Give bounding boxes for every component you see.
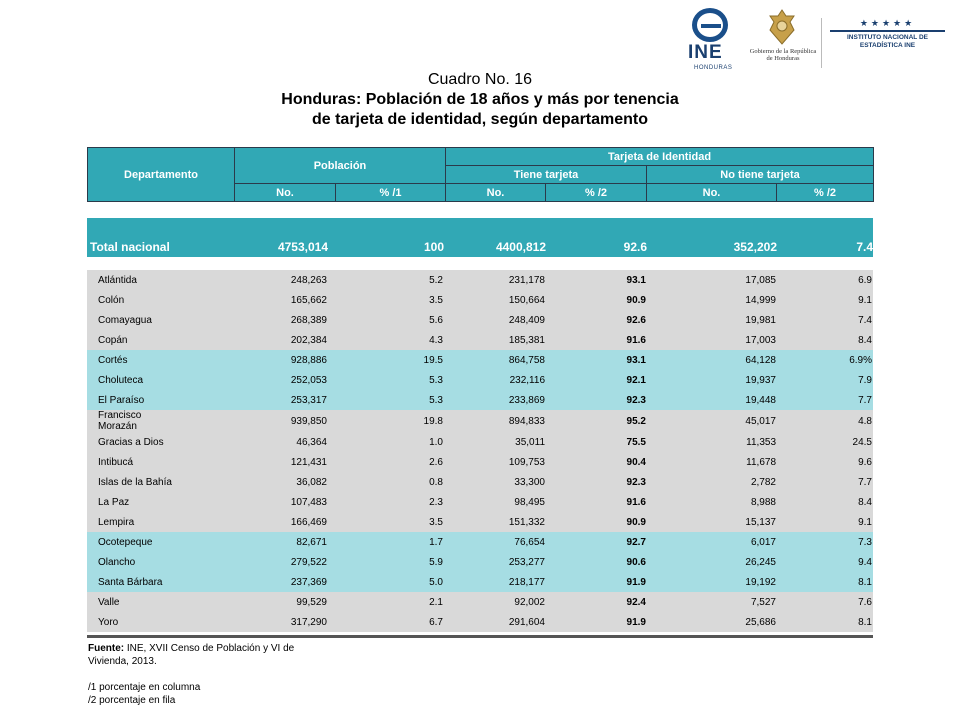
cell-tiene-pct: 91.6 — [546, 492, 647, 512]
cell-tiene-no: 35,011 — [444, 432, 546, 452]
cell-pct: 1.7 — [328, 532, 444, 552]
cell-tiene-pct: 90.4 — [546, 452, 647, 472]
cell-name: Cortés — [87, 350, 179, 370]
total-tiene-pct: 92.6 — [546, 218, 647, 257]
cell-tiene-pct: 75.5 — [546, 432, 647, 452]
cell-tiene-pct: 92.3 — [546, 390, 647, 410]
cell-notiene-no: 17,085 — [647, 270, 777, 290]
cell-pob: 82,671 — [179, 532, 328, 552]
cell-tiene-pct: 92.6 — [546, 310, 647, 330]
cell-notiene-no: 14,999 — [647, 290, 777, 310]
cell-notiene-pct: 7.9 — [777, 370, 873, 390]
ine-e-icon — [692, 8, 728, 42]
cell-pct: 5.2 — [328, 270, 444, 290]
title-line-1: Cuadro No. 16 — [427, 71, 533, 88]
cell-tiene-no: 92,002 — [444, 592, 546, 612]
cell-tiene-no: 233,869 — [444, 390, 546, 410]
cell-pct: 2.3 — [328, 492, 444, 512]
table-row — [87, 432, 873, 452]
cell-pob: 166,469 — [179, 512, 328, 532]
total-name: Total nacional — [87, 218, 179, 257]
cell-notiene-pct: 9.6 — [777, 452, 873, 472]
cell-notiene-no: 7,527 — [647, 592, 777, 612]
table-bottom-border — [87, 635, 873, 638]
total-tiene-no: 4400,812 — [444, 218, 546, 257]
cell-notiene-pct: 4.8 — [777, 410, 873, 432]
cell-name: Gracias a Dios — [87, 432, 179, 452]
cell-name: Yoro — [87, 612, 179, 632]
table-body — [87, 270, 873, 632]
cell-name: La Paz — [87, 492, 179, 512]
cell-notiene-no: 25,686 — [647, 612, 777, 632]
cell-name: Atlántida — [87, 270, 179, 290]
cell-pob: 248,263 — [179, 270, 328, 290]
cell-pct: 2.1 — [328, 592, 444, 612]
cell-notiene-no: 15,137 — [647, 512, 777, 532]
header-notiene-no: No. — [647, 184, 777, 202]
table-row — [87, 592, 873, 612]
cell-name: Francisco Morazán — [87, 410, 179, 432]
cell-tiene-no: 150,664 — [444, 290, 546, 310]
page-title — [260, 70, 700, 130]
cell-pob: 165,662 — [179, 290, 328, 310]
cell-name: Intibucá — [87, 452, 179, 472]
cell-tiene-no: 231,178 — [444, 270, 546, 290]
total-row — [87, 218, 873, 257]
cell-notiene-pct: 7.7 — [777, 390, 873, 410]
cell-name: El Paraíso — [87, 390, 179, 410]
cell-notiene-no: 6,017 — [647, 532, 777, 552]
table-row — [87, 330, 873, 350]
logo-bar — [830, 30, 945, 32]
header-pob-no: No. — [235, 184, 336, 202]
cell-notiene-no: 19,981 — [647, 310, 777, 330]
cell-pct: 5.6 — [328, 310, 444, 330]
table-row — [87, 512, 873, 532]
cell-pob: 928,886 — [179, 350, 328, 370]
table-row — [87, 532, 873, 552]
cell-notiene-pct: 6.9% — [777, 350, 873, 370]
header-logos — [680, 6, 950, 76]
cell-pob: 99,529 — [179, 592, 328, 612]
cell-tiene-no: 109,753 — [444, 452, 546, 472]
table-row — [87, 390, 873, 410]
cell-notiene-pct: 8.1 — [777, 612, 873, 632]
cell-tiene-pct: 93.1 — [546, 270, 647, 290]
cell-name: Valle — [87, 592, 179, 612]
cell-notiene-no: 45,017 — [647, 410, 777, 432]
header-tarjeta: Tarjeta de Identidad — [446, 148, 874, 166]
table-row — [87, 270, 873, 290]
cell-tiene-pct: 92.4 — [546, 592, 647, 612]
table-row — [87, 290, 873, 310]
cell-pob: 253,317 — [179, 390, 328, 410]
cell-tiene-no: 76,654 — [444, 532, 546, 552]
cell-tiene-no: 98,495 — [444, 492, 546, 512]
ine-logo-subtitle: HONDURAS — [694, 65, 733, 71]
cell-tiene-no: 232,116 — [444, 370, 546, 390]
table-row — [87, 552, 873, 572]
cell-pct: 5.9 — [328, 552, 444, 572]
cell-notiene-pct: 6.9 — [777, 270, 873, 290]
cell-pct: 2.6 — [328, 452, 444, 472]
cell-tiene-pct: 95.2 — [546, 410, 647, 432]
cell-pct: 0.8 — [328, 472, 444, 492]
cell-name: Comayagua — [87, 310, 179, 330]
cell-notiene-pct: 9.1 — [777, 512, 873, 532]
cell-pct: 5.0 — [328, 572, 444, 592]
table-row — [87, 452, 873, 472]
cell-tiene-pct: 92.7 — [546, 532, 647, 552]
cell-notiene-no: 2,782 — [647, 472, 777, 492]
table-row — [87, 350, 873, 370]
cell-tiene-pct: 92.3 — [546, 472, 647, 492]
gobierno-logo-text: Gobierno de la República de Honduras — [749, 48, 817, 62]
coat-of-arms-icon — [766, 8, 798, 48]
cell-notiene-no: 11,678 — [647, 452, 777, 472]
cell-pob: 252,053 — [179, 370, 328, 390]
logo-divider — [821, 18, 822, 68]
cell-pob: 237,369 — [179, 572, 328, 592]
cell-notiene-pct: 8.1 — [777, 572, 873, 592]
cell-notiene-no: 19,937 — [647, 370, 777, 390]
table-row — [87, 370, 873, 390]
header-no-tiene: No tiene tarjeta — [647, 166, 874, 184]
ine-logo-title: INE — [688, 42, 723, 63]
stars-icon: ★★★★★ — [859, 18, 916, 28]
cell-tiene-no: 218,177 — [444, 572, 546, 592]
cell-pob: 121,431 — [179, 452, 328, 472]
cell-notiene-pct: 7.4 — [777, 310, 873, 330]
table-header — [87, 147, 874, 202]
cell-tiene-pct: 90.9 — [546, 512, 647, 532]
cell-pct: 6.7 — [328, 612, 444, 632]
table-row — [87, 310, 873, 330]
cell-notiene-pct: 8.4 — [777, 330, 873, 350]
total-pob: 4753,014 — [179, 218, 328, 257]
source-note — [88, 642, 328, 668]
cell-name: Santa Bárbara — [87, 572, 179, 592]
table-row — [87, 472, 873, 492]
cell-pct: 5.3 — [328, 370, 444, 390]
cell-notiene-pct: 7.3 — [777, 532, 873, 552]
cell-tiene-pct: 93.1 — [546, 350, 647, 370]
header-pob-pct: % /1 — [336, 184, 446, 202]
cell-pct: 3.5 — [328, 512, 444, 532]
cell-pob: 268,389 — [179, 310, 328, 330]
cell-pob: 317,290 — [179, 612, 328, 632]
cell-name: Copán — [87, 330, 179, 350]
table-row — [87, 410, 873, 432]
cell-notiene-pct: 8.4 — [777, 492, 873, 512]
cell-pob: 36,082 — [179, 472, 328, 492]
cell-tiene-pct: 91.6 — [546, 330, 647, 350]
header-departamento: Departamento — [88, 148, 235, 202]
ine-logo — [686, 8, 736, 76]
total-notiene-pct: 7.4 — [777, 218, 873, 257]
source-text: INE, XVII Censo de Población y VI de Vivienda, 2013. — [88, 643, 295, 667]
header-tiene-pct: % /2 — [546, 184, 647, 202]
cell-notiene-no: 19,448 — [647, 390, 777, 410]
cell-tiene-no: 151,332 — [444, 512, 546, 532]
total-pct: 100 — [328, 218, 444, 257]
cell-pob: 939,850 — [179, 410, 328, 432]
cell-notiene-no: 26,245 — [647, 552, 777, 572]
cell-name: Ocotepeque — [87, 532, 179, 552]
table-row — [87, 492, 873, 512]
cell-tiene-no: 33,300 — [444, 472, 546, 492]
cell-notiene-pct: 24.5 — [777, 432, 873, 452]
cell-name: Choluteca — [87, 370, 179, 390]
cell-tiene-no: 894,833 — [444, 410, 546, 432]
title-line-2: Honduras: Población de 18 años y más por tenencia — [281, 91, 679, 108]
header-poblacion: Población — [235, 148, 446, 184]
cell-pct: 5.3 — [328, 390, 444, 410]
cell-pob: 202,384 — [179, 330, 328, 350]
cell-tiene-no: 253,277 — [444, 552, 546, 572]
cell-pob: 46,364 — [179, 432, 328, 452]
cell-pob: 107,483 — [179, 492, 328, 512]
cell-notiene-pct: 9.1 — [777, 290, 873, 310]
instituto-logo-text: INSTITUTO NACIONAL DE ESTADÍSTICA INE — [846, 34, 928, 49]
cell-tiene-pct: 91.9 — [546, 572, 647, 592]
table-total — [87, 218, 873, 257]
cell-pct: 19.8 — [328, 410, 444, 432]
source-label: Fuente: — [88, 643, 125, 654]
header-notiene-pct: % /2 — [777, 184, 874, 202]
cell-name: Islas de la Bahía — [87, 472, 179, 492]
cell-tiene-no: 185,381 — [444, 330, 546, 350]
cell-notiene-no: 17,003 — [647, 330, 777, 350]
cell-notiene-pct: 7.6 — [777, 592, 873, 612]
header-tiene-no: No. — [446, 184, 546, 202]
cell-tiene-pct: 90.9 — [546, 290, 647, 310]
cell-name: Lempira — [87, 512, 179, 532]
cell-pct: 1.0 — [328, 432, 444, 452]
cell-notiene-pct: 7.7 — [777, 472, 873, 492]
cell-tiene-pct: 92.1 — [546, 370, 647, 390]
cell-tiene-no: 291,604 — [444, 612, 546, 632]
title-line-3: de tarjeta de identidad, según departamento — [311, 111, 649, 128]
cell-notiene-no: 8,988 — [647, 492, 777, 512]
gobierno-logo — [748, 8, 818, 76]
cell-pct: 4.3 — [328, 330, 444, 350]
cell-notiene-no: 11,353 — [647, 432, 777, 452]
cell-tiene-no: 248,409 — [444, 310, 546, 330]
cell-name: Colón — [87, 290, 179, 310]
cell-name: Olancho — [87, 552, 179, 572]
note-1: /1 porcentaje en columna — [88, 682, 201, 693]
cell-pob: 279,522 — [179, 552, 328, 572]
cell-tiene-pct: 91.9 — [546, 612, 647, 632]
cell-notiene-no: 19,192 — [647, 572, 777, 592]
cell-notiene-pct: 9.4 — [777, 552, 873, 572]
table-row — [87, 612, 873, 632]
footnotes — [88, 642, 328, 707]
instituto-logo — [830, 18, 945, 68]
cell-tiene-pct: 90.6 — [546, 552, 647, 572]
table-row — [87, 572, 873, 592]
cell-pct: 19.5 — [328, 350, 444, 370]
cell-pct: 3.5 — [328, 290, 444, 310]
cell-tiene-no: 864,758 — [444, 350, 546, 370]
header-tiene: Tiene tarjeta — [446, 166, 647, 184]
note-2: /2 porcentaje en fila — [88, 695, 176, 706]
total-notiene-no: 352,202 — [647, 218, 777, 257]
cell-notiene-no: 64,128 — [647, 350, 777, 370]
